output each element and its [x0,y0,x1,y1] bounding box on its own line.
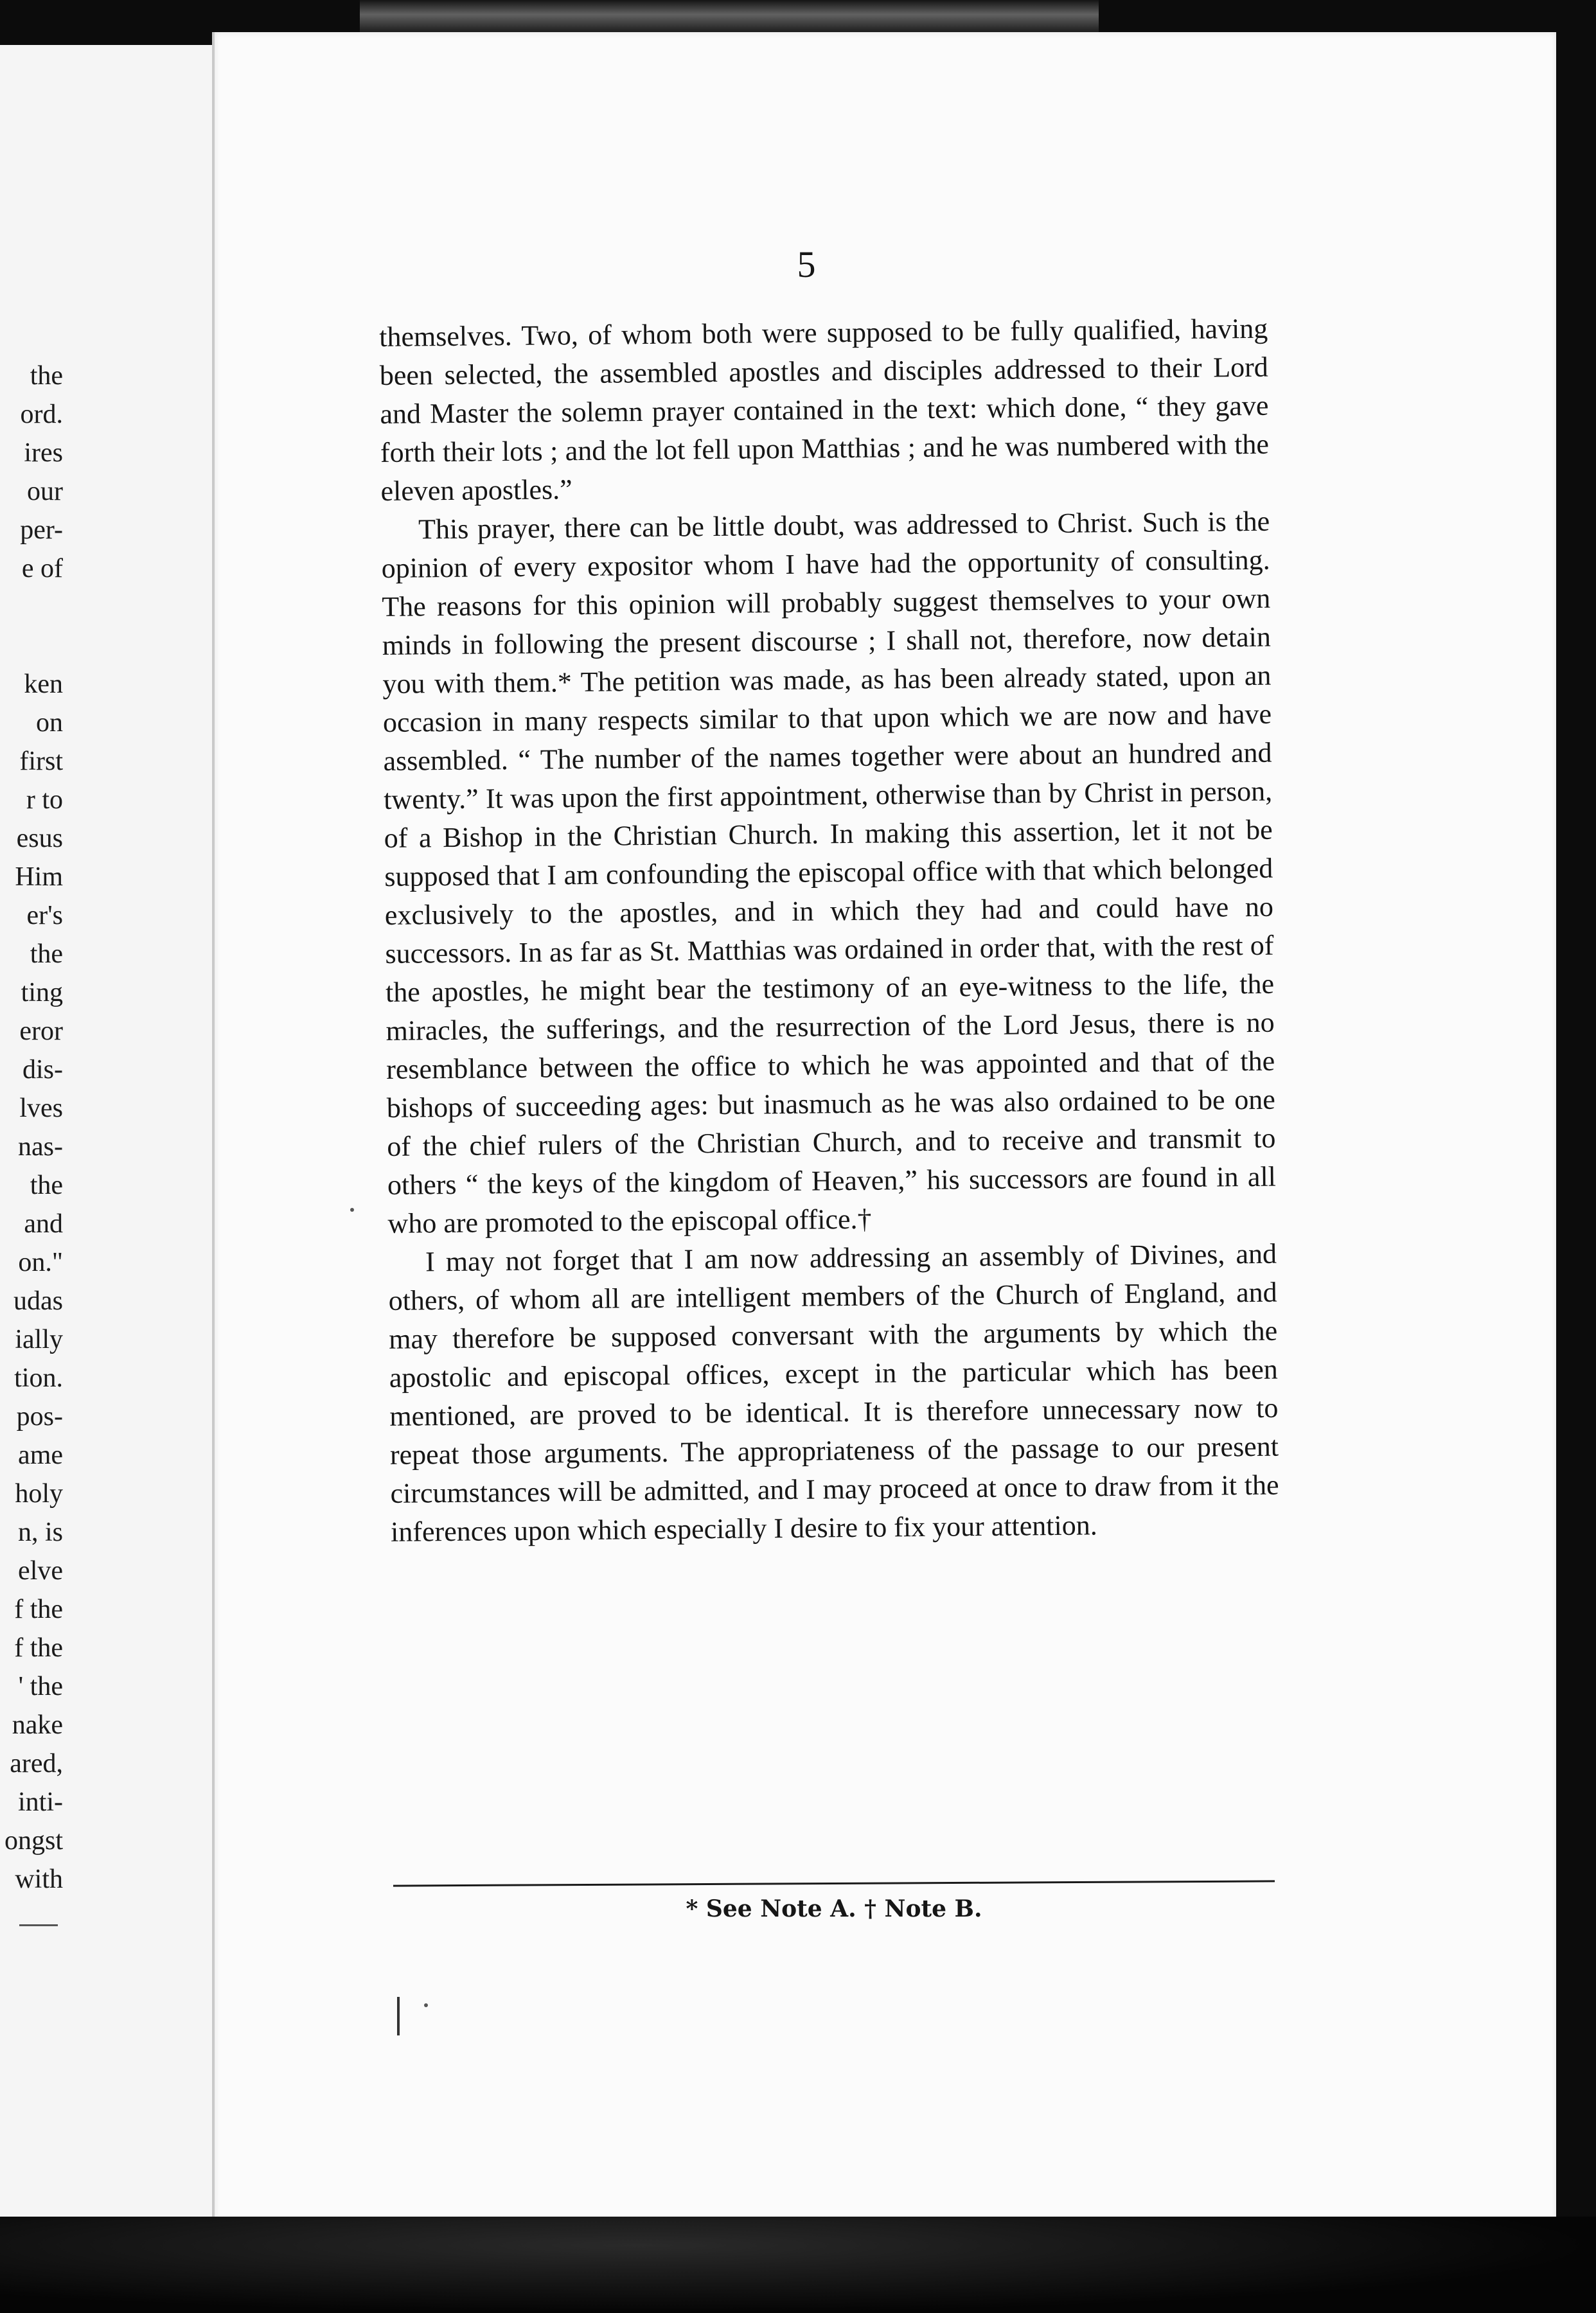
left-page-text-fragments [0,357,63,1899]
left-fragment-line: ared, [10,1749,63,1778]
left-fragment-line: eror [19,1016,63,1046]
left-fragment-line: dis- [22,1055,63,1085]
left-fragment-line: holy [15,1479,63,1509]
left-fragment-line: ongst [4,1826,63,1856]
left-fragment-line: on." [18,1248,63,1277]
scan-bottom-edge [0,2217,1596,2313]
left-fragment-line: tion. [14,1363,63,1393]
paragraph: This prayer, there can be little doubt, was addressed to Christ. Such is the opinion of every expositor whom I have had the opportunity of consulting. The reasons for this opinion will probably suggest themselves to your own minds in following the present discourse ; I shall not, therefore, now detain you with them.* The petition was made, as has been already stated, upon an occasion in many respects similar to that upon which we are now and have assembled. “ The number of the names together were about an hundred and twenty.” It was upon the first appointment, otherwise than by Christ in person, of a Bishop in the Christian Church. In making this assertion, let it not be supposed that I am confounding the episcopal office with that which belonged exclusively to the apostles, and in which they had and could have no successors. In as far as St. Matthias was ordained in order that, with the rest of the apostles, he might bear the testimony of an eye-witness to the life, the miracles, the sufferings, and the resurrection of the Lord Jesus, there is no resemblance between the office to which he was appointed and that of the bishops of succeeding ages: but inasmuch as he was also ordained to be one of the chief rulers of the Christian Church, and to receive and transmit to others “ the keys of the kingdom of Heaven,” his successors are found in all who are promoted to the episcopal office.† [381,505,1277,1239]
left-fragment-line: on [36,708,63,738]
paragraph: I may not forget that I am now addressing an assembly of Divines, and others, of whom all are intelligent members of the Church of England, and may therefore be supposed conversant with the arguments by which the apostolic and episcopal offices, except in the particular which has been mentioned, are proved to be identical. It is therefore unnecessary now to repeat those arguments. The appropriateness of the passage to our present circumstances will be admitted, and I may proceed at once to draw from it the inferences upon which especially I desire to fix your attention. [388,1237,1279,1548]
left-fragment-line: n, is [17,1518,63,1547]
left-fragment-line [0,588,63,626]
left-fragment-line: the [30,939,63,969]
left-fragment-line: pos- [16,1402,63,1431]
stray-mark [397,1997,400,2035]
left-fragment-line: esus [16,824,63,853]
left-fragment-line: ame [18,1440,63,1470]
left-fragment-line: the [30,361,63,391]
left-fragment-line: lves [19,1094,63,1123]
left-fragment-line: elve [18,1556,63,1586]
left-fragment-line: ' the [18,1672,63,1701]
stray-dot [424,2003,428,2007]
left-fragment-line: ord. [20,400,63,429]
stray-dot [350,1208,354,1212]
left-fragment-line: er's [26,901,63,930]
left-fragment-line: our [27,477,63,506]
page-number: 5 [797,244,816,285]
left-fragment-line: ting [21,978,63,1007]
left-fragment-line: f the [14,1595,63,1624]
left-fragment-line: nas- [18,1132,63,1162]
left-fragment-line: e of [21,554,63,583]
left-fragment-line: udas [13,1286,63,1316]
body-text [379,310,1279,1552]
left-fragment-line: r to [26,785,63,815]
left-fragment-line: per- [20,515,63,545]
left-page-footnote-rule [19,1924,58,1926]
left-fragment-line: and [24,1209,63,1239]
left-fragment-line: nake [12,1710,63,1740]
left-fragment-line: ken [24,669,63,699]
left-fragment-line: Him [15,862,63,892]
left-fragment-line: ires [24,438,63,468]
paragraph: themselves. Two, of whom both were supposed to be fully qualified, having been selected, the assembled apostles and disciples addressed to their Lord and Master the solemn prayer contained in the text: which done, “ they gave forth their lots ; and the lot fell upon Matthias ; and he was numbered with the eleven apostles.” [379,312,1270,507]
left-fragment-line: ially [15,1325,63,1354]
footnotes: * See Note A. † Note B. [686,1895,982,1922]
left-fragment-line: first [19,747,63,776]
scan-top-edge [360,0,1099,32]
left-fragment-line: f the [14,1633,63,1663]
left-fragment-line: the [30,1171,63,1200]
left-fragment-line [0,626,63,665]
left-fragment-line: with [15,1865,63,1894]
left-fragment-line: inti- [18,1787,63,1817]
